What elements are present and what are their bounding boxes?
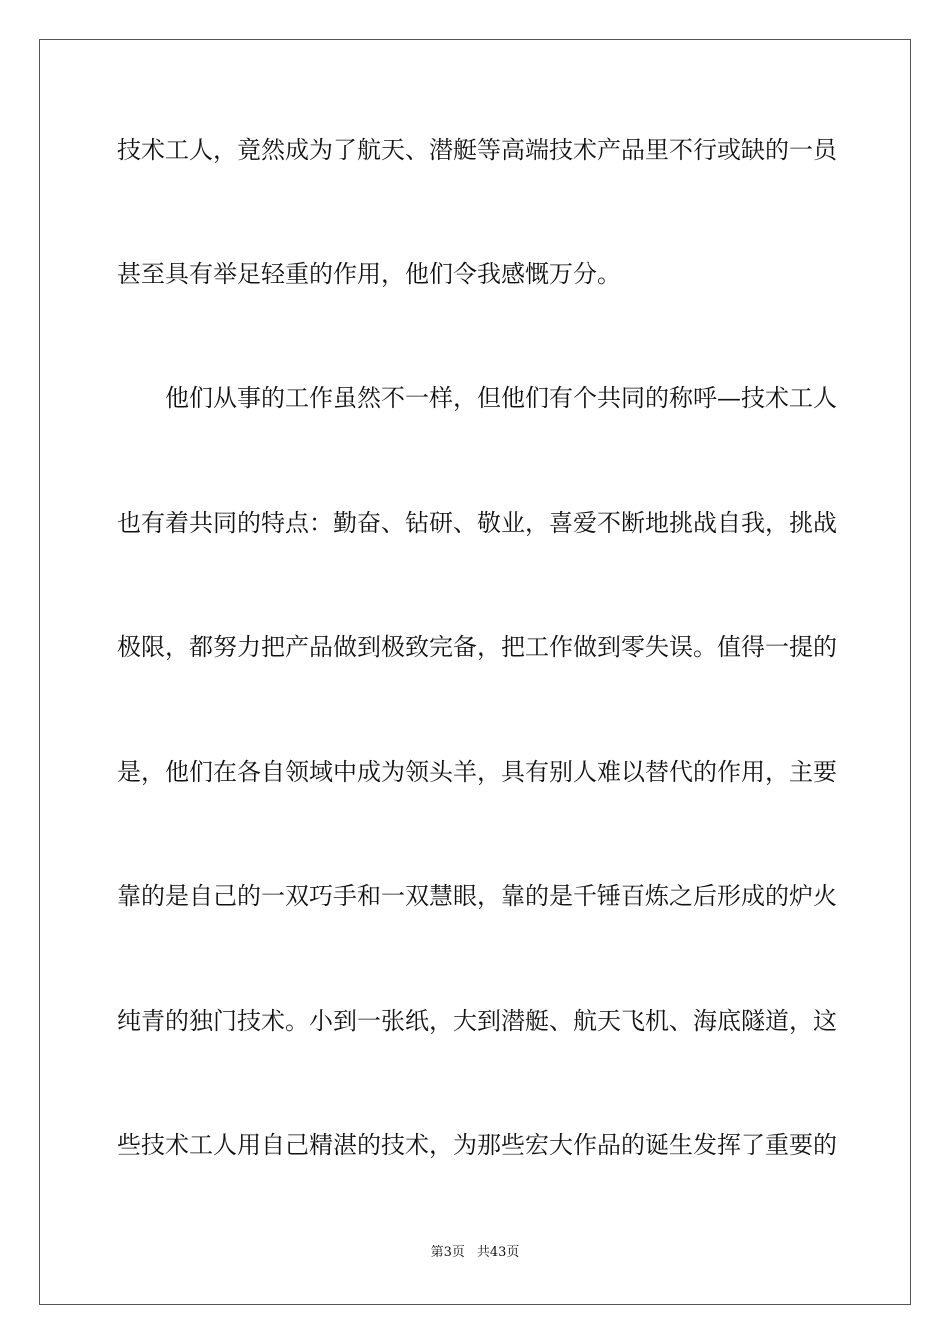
text-line-2: 甚至具有举足轻重的作用，他们令我感慨万分。 xyxy=(117,260,621,288)
text-line-4: 也有着共同的特点：勤奋、钻研、敬业，喜爱不断地挑战自我，挑战 xyxy=(117,509,837,537)
text-line-1: 技术工人，竟然成为了航天、潜艇等高端技术产品里不行或缺的一员 xyxy=(117,136,837,164)
page-border xyxy=(39,39,911,1305)
text-line-7: 靠的是自己的一双巧手和一双慧眼，靠的是千锤百炼之后形成的炉火 xyxy=(117,882,837,910)
text-line-6: 是，他们在各自领域中成为领头羊，具有别人难以替代的作用，主要 xyxy=(117,758,837,786)
page-total: 共43页 xyxy=(476,1245,520,1260)
text-line-8: 纯青的独门技术。小到一张纸，大到潜艇、航天飞机、海底隧道，这 xyxy=(117,1007,837,1035)
text-line-5: 极限，都努力把产品做到极致完备，把工作做到零失误。值得一提的 xyxy=(117,633,837,661)
page-footer xyxy=(0,1244,950,1262)
page-number: 第3页 xyxy=(430,1245,465,1260)
text-line-9: 些技术工人用自己精湛的技术，为那些宏大作品的诞生发挥了重要的 xyxy=(117,1131,837,1159)
text-line-3: 他们从事的工作虽然不一样，但他们有个共同的称呼—技术工人 xyxy=(165,384,837,412)
